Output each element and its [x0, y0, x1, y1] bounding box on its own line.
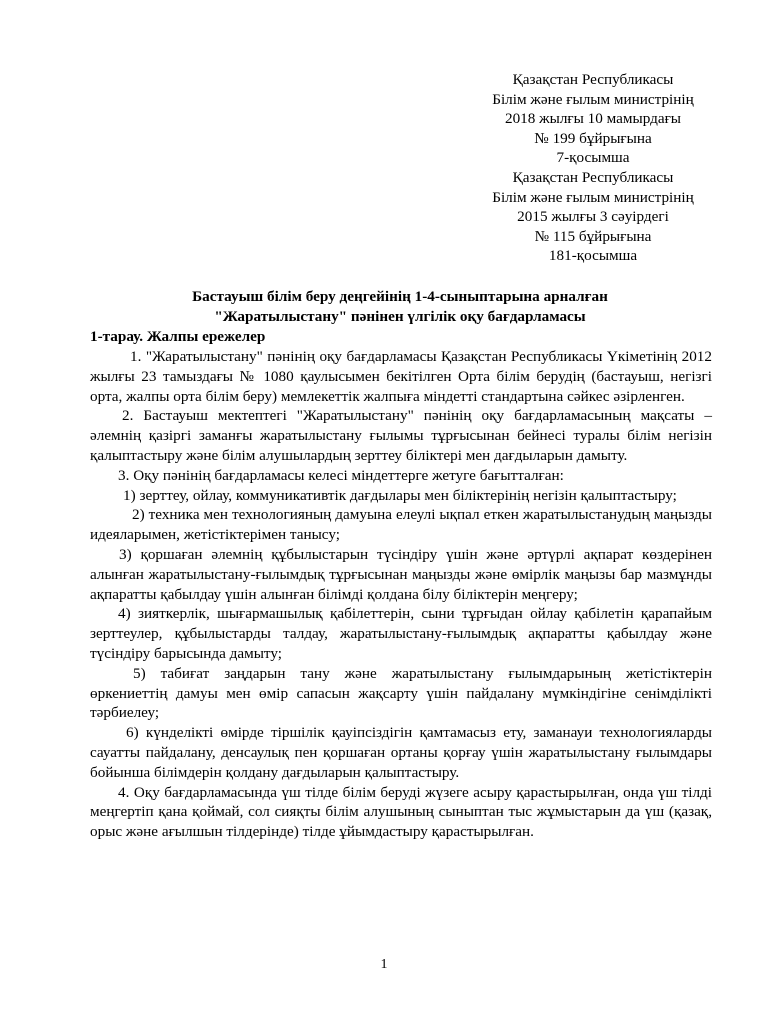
list-item-1: 1) зерттеу, ойлау, коммуникативтік дағдылары мен біліктерінің негізін қалыптастыру; [123, 486, 677, 504]
header-line: № 199 бұйрығына [534, 129, 652, 147]
list-item-4: 4) зияткерлік, шығармашылық қабілеттерін, сыни тұрғыдан ойлау қабілетін қарапайым зерттеулер, құбылыстарды талдау, жаратылыстану-ғылымдық ақпаратты қабылдау және түсіндіру барысында дамыту; [90, 605, 712, 662]
paragraph-2: 2. Бастауыш мектептегі "Жаратылыстану" пәнінің оқу бағдарламасының мақсаты – әлемнің қазіргі заманғы жаратылыстану ғылымы тұрғысынан бейнесі туралы білім негізін қалыптастыру және білім алушылардың зерттеу біліктері мен дағдыларын дамыту. [90, 407, 712, 464]
document-body [90, 347, 712, 842]
paragraph-1: 1. "Жаратылыстану" пәнінің оқу бағдарламасы Қазақстан Республикасы Үкіметінің 2012 жылғы 23 тамыздағы № 1080 қаулысымен бекітілген Орта білім берудің (бастауыш, негізгі орта, жалпы орта білім беру) мемлекеттік жалпыға міндетті стандартына сәйкес әзірленген. [90, 348, 712, 405]
title-line-1: Бастауыш білім беру деңгейінің 1-4-сыныптарына арналған [192, 288, 608, 305]
header-line: Білім және ғылым министрінің [492, 188, 694, 206]
paragraph-3: 3. Оқу пәнінің бағдарламасы келесі міндеттерге жетуге бағытталған: [118, 466, 564, 484]
section-heading: 1-тарау. Жалпы ережелер [90, 328, 266, 345]
header-line: Қазақстан Республикасы [512, 168, 674, 186]
header-line: 181-қосымша [548, 247, 638, 265]
approval-header [470, 70, 716, 266]
header-line: № 115 бұйрығына [534, 227, 652, 245]
list-item-3: 3) қоршаған әлемнің құбылыстарын түсіндіру үшін және әртүрлі ақпарат көздерінен алынған жаратылыстану-ғылымдық тұрғысынан маңызды және өмірлік маңызы бар мазмұнды ақпаратты қабылдау үшін алынған білімді қолдана білу біліктерін меңгеру; [90, 545, 712, 603]
header-line: 7-қосымша [556, 149, 630, 167]
header-line: 2018 жылғы 10 мамырдағы [504, 110, 682, 128]
list-item-2: 2) техника мен технологияның дамуына елеулі ықпал еткен жаратылыстанудың маңызды идеяларымен, жетістіктерімен танысу; [90, 506, 712, 544]
list-item-6: 6) күнделікті өмірде тіршілік қауіпсіздігін қамтамасыз ету, заманауи технологияларды сауатты пайдалану, денсаулық пен қоршаған ортаны қорғау үшін жаратылыстану ғылымдары бойынша білімдерін қолдану дағдыларын қалыптастыру. [90, 724, 712, 781]
header-line: Білім және ғылым министрінің [492, 90, 694, 108]
title-line-2: "Жаратылыстану" пәнінен үлгілік оқу бағдарламасы [214, 308, 586, 325]
paragraph-4: 4. Оқу бағдарламасында үш тілде білім беруді жүзеге асыру қарастырылған, онда үш тілді меңгертіп қана қоймай, сол сияқты білім алушының сыныптан тыс жұмыстарын да үш (қазақ, орыс және ағылшын тілдерінде) тілде ұйымдастыру қарастырылған. [90, 783, 712, 841]
header-line: 2015 жылғы 3 сәуірдегі [517, 208, 669, 226]
header-line: Қазақстан Республикасы [512, 71, 674, 88]
document-title [90, 287, 710, 327]
page-number: 1 [380, 957, 388, 972]
list-item-5: 5) табиғат заңдарын тану және жаратылыстану ғылымдарының жетістіктерін өркениеттің дамуы мен өмір сапасын жақсарту үшін пайдалану мүмкіндігіне сенімділікті тәрбиелеу; [90, 664, 712, 722]
